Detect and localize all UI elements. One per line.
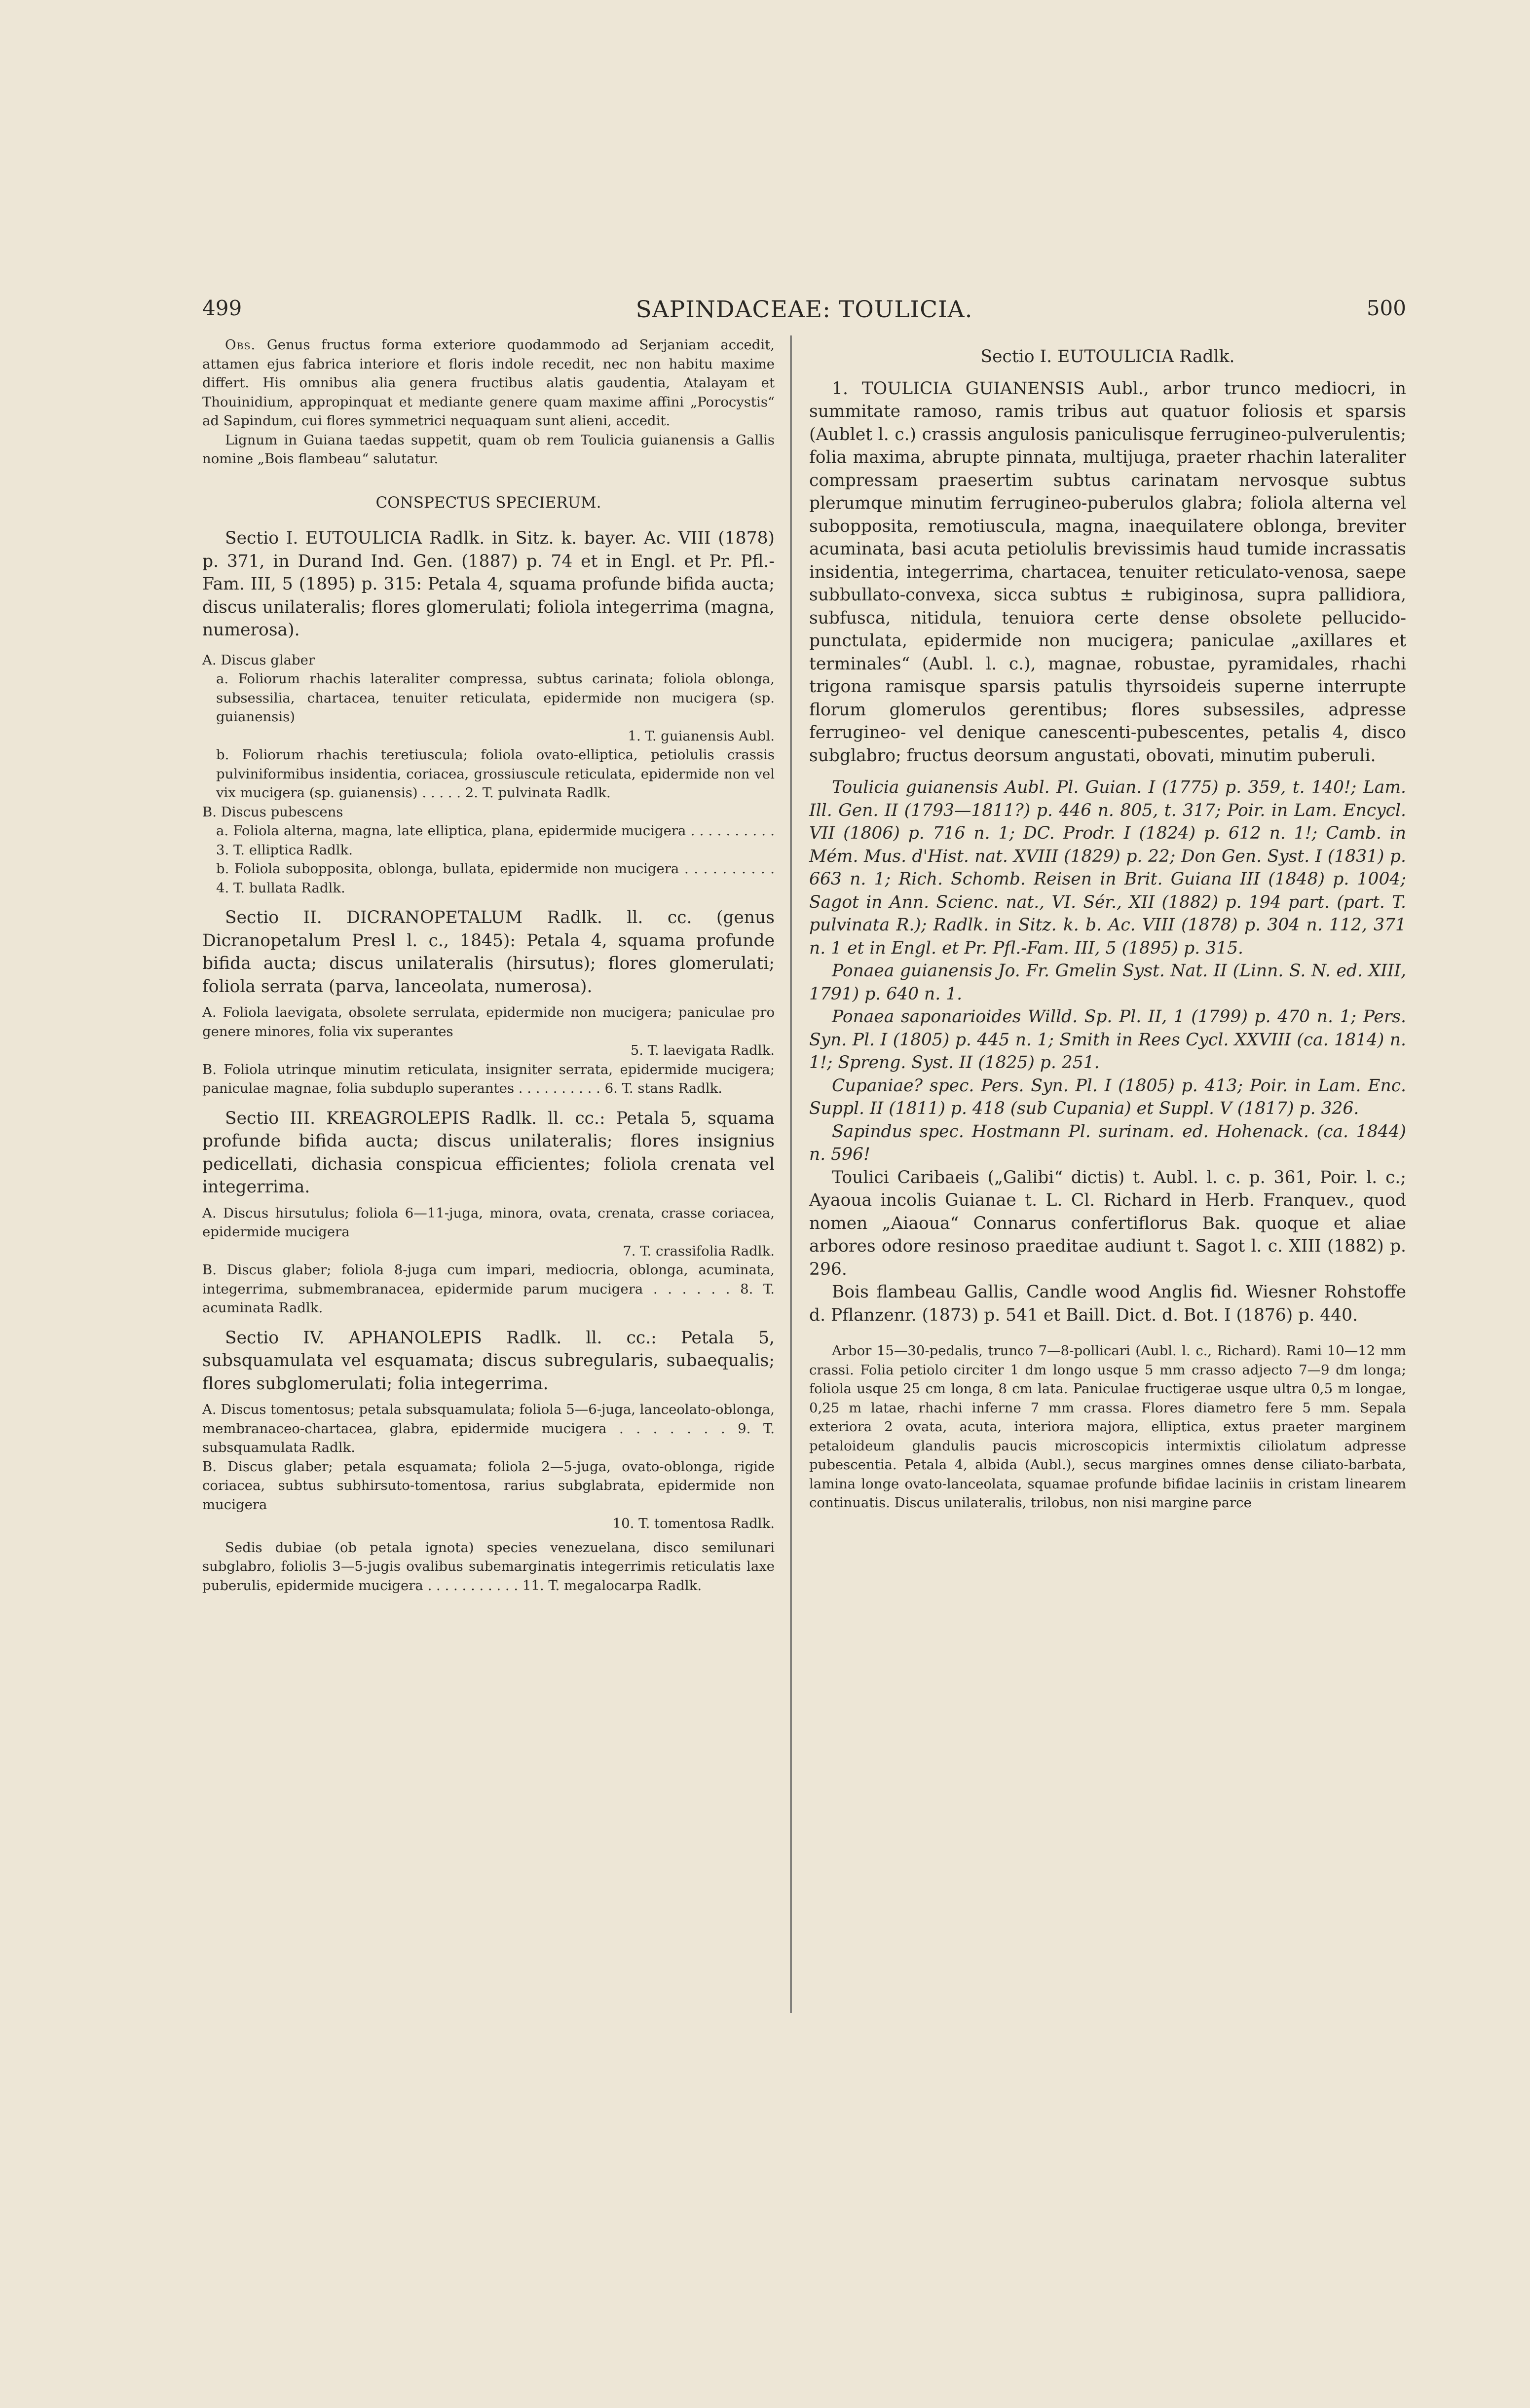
vernacular-names: Toulici Caribaeis („Galibi“ dictis) t. Aubl. l. c. p. 361, Poir. l. c.; Ayaoua incolis Guianae t. L. Cl. Richard in Herb. Franquev., quod nomen „Aiaoua“ Connarus confertiflorus Bak. quoque et aliae arbores odore resinoso praeditae audiunt t. Sagot l. c. XIII (1882) p. 296.	[809, 1167, 1406, 1279]
conspectus-heading: CONSPECTUS SPECIERUM.	[375, 493, 601, 512]
right-column	[809, 335, 1406, 1513]
left-column	[202, 335, 775, 1595]
key-line: b. Foliorum rhachis teretiuscula; foliola ovato-elliptica, petiolulis crassis pulviniformibus insidentia, coriacea, grossiuscule reticulata, epidermide non vel vix mucigera (sp. guianensis) . . . . . 2. T. pulvinata Radlk.	[216, 747, 775, 801]
key-line: B. Foliola utrinque minutim reticulata, insigniter serrata, epidermide mucigera; paniculae magnae, folia subduplo superantes . . . . . . . . . . 6. T. stans Radlk.	[202, 1061, 775, 1096]
lignum-paragraph: Lignum in Guiana taedas suppetit, quam ob rem Toulicia guianensis a Gallis nomine „Bois flambeau“ salutatur.	[202, 432, 775, 467]
obs-text: Genus fructus forma exteriore quodammodo ad Serjaniam accedit, attamen ejus fabrica interiore et floris indole recedit, nec non habitu maxime differt. His omnibus alia genera fructibus alatis gaudentia, Atalayam et Thouinidium, appropinquat et mediante genere quam maxime affini „Porocystis“ ad Sapindum, cui flores symmetrici nequaquam sunt alieni, accedit.	[202, 337, 775, 429]
running-title: SAPINDACEAE: TOULICIA.	[635, 296, 973, 323]
sectio-1-key: Sectio I. EUTOULICIA Radlk. in Sitz. k. bayer. Ac. VIII (1878) p. 371, in Durand Ind. Gen. (1887) p. 74 et in Engl. et Pr. Pfl.-Fam. III, 5 (1895) p. 315: Petala 4, squama profunde bifida aucta; discus unilateralis; flores glomerulati; foliola integerrima (magna, numerosa).	[202, 528, 775, 640]
key-species: 1. T. guianensis Aubl.	[628, 728, 775, 744]
sectio-2-key: Sectio II. DICRANOPETALUM Radlk. ll. cc. (genus Dicranopetalum Presl l. c., 1845): Petala 4, squama profunde bifida aucta; discus unilateralis (hirsutus); flores glomerulati; foliola serrata (parva, lanceolata, numerosa).	[202, 908, 775, 997]
synonymy-ref: Cupaniae? spec. Pers. Syn. Pl. I (1805) p. 413; Poir. in Lam. Enc. Suppl. II (1811) p. 418 (sub Cupania) et Suppl. V (1817) p. 326.	[809, 1075, 1406, 1118]
column-divider	[790, 335, 792, 2013]
page-number-left: 499	[202, 296, 242, 320]
key-line: A. Foliola laevigata, obsolete serrulata, epidermide non mucigera; paniculae pro genere minores, folia vix superantes	[202, 1004, 775, 1039]
key-line: B. Discus glaber; foliola 8-juga cum impari, mediocria, oblonga, acuminata, integerrima, submembranacea, epidermide parum mucigera . . . . . . 8. T. acuminata Radlk.	[202, 1262, 775, 1316]
key-sectio-4	[202, 1400, 775, 1533]
key-line: a. Foliorum rhachis lateraliter compressa, subtus carinata; foliola oblonga, subsessilia, chartacea, tenuiter reticulata, epidermide non mucigera (sp. guianensis)	[216, 671, 775, 725]
key-species: 7. T. crassifolia Radlk.	[623, 1243, 775, 1259]
key-sectio-3	[202, 1204, 775, 1318]
synonymy-ref: Sapindus spec. Hostmann Pl. surinam. ed. Hohenack. (ca. 1844) n. 596!	[809, 1121, 1406, 1164]
key-species: 5. T. laevigata Radlk.	[630, 1042, 775, 1058]
key-line: B. Discus glaber; petala esquamata; foliola 2—5-juga, ovato-oblonga, rigide coriacea, subtus subhirsuto-tomentosa, rarius subglabrata, epidermide non mucigera	[202, 1458, 775, 1513]
description-paragraph: Arbor 15—30-pedalis, trunco 7—8-pollicari (Aubl. l. c., Richard). Rami 10—12 mm crassi. Folia petiolo circiter 1 dm longo usque 5 mm crasso adjecto 7—9 dm longa; foliola usque 25 cm longa, 8 cm lata. Paniculae fructigerae usque ultra 0,5 m longae, 0,25 m latae, rhachi inferne 7 mm crassa. Flores diametro fere 5 mm. Sepala exteriora 2 ovata, acuta, interiora majora, elliptica, extus praeter marginem petaloideum glandulis paucis microscopicis intermixtis ciliolatum adpresse pubescentia. Petala 4, albida (Aubl.), secus margines omnes dense ciliato-barbata, lamina longe ovato-lanceolata, squamae profunde bifidae laciniis in cristam linearem continuatis. Discus unilateralis, trilobus, non nisi margine parce	[809, 1343, 1406, 1511]
vernacular-names: Bois flambeau Gallis, Candle wood Anglis fid. Wiesner Rohstoffe d. Pflanzenr. (1873) p. 541 et Baill. Dict. d. Bot. I (1876) p. 440.	[809, 1282, 1406, 1325]
key-line: A. Discus tomentosus; petala subsquamulata; foliola 5—6-juga, lanceolato-oblonga, membranaceo-chartacea, glabra, epidermide mucigera . . . . . . . 9. T. subsquamulata Radlk.	[202, 1402, 775, 1455]
key-sectio-1	[202, 651, 775, 898]
sectio-1-heading: Sectio I. EUTOULICIA Radlk.	[980, 347, 1235, 367]
page-number-right: 500	[1366, 296, 1406, 320]
key-line: A. Discus hirsutulus; foliola 6—11-juga, minora, ovata, crenata, crasse coriacea, epidermide mucigera	[202, 1205, 775, 1240]
synonymy-ref: Toulicia guianensis Aubl. Pl. Guian. I (1775) p. 359, t. 140!; Lam. Ill. Gen. II (1793—1811?) p. 446 n. 805, t. 317; Poir. in Lam. Encycl. VII (1806) p. 716 n. 1; DC. Prodr. I (1824) p. 612 n. 1!; Camb. in Mém. Mus. d'Hist. nat. XVIII (1829) p. 22; Don Gen. Syst. I (1831) p. 663 n. 1; Rich. Schomb. Reisen in Brit. Guiana III (1848) p. 1004; Sagot in Ann. Scienc. nat., VI. Sér., XII (1882) p. 194 part. (part. T. pulvinata R.); Radlk. in Sitz. k. b. Ac. VIII (1878) p. 304 n. 112, 371 n. 1 et in Engl. et Pr. Pfl.-Fam. III, 5 (1895) p. 315.	[809, 778, 1406, 958]
obs-paragraph	[202, 335, 775, 431]
key-line: a. Foliola alterna, magna, late elliptica, plana, epidermide mucigera . . . . . . . . . . 3. T. elliptica Radlk.	[216, 823, 775, 858]
sectio-4-key: Sectio IV. APHANOLEPIS Radlk. ll. cc.: Petala 5, subsquamulata vel esquamata; discus subregularis, subaequalis; flores subglomerulati; folia integerrima.	[202, 1328, 775, 1394]
sedis-dubiae-paragraph: Sedis dubiae (ob petala ignota) species venezuelana, disco semilunari subglabro, foliolis 3—5-jugis ovalibus subemarginatis integerrimis reticulatis laxe puberulis, epidermide mucigera . . . . . . . . . . . 11. T. megalocarpa Radlk.	[202, 1539, 775, 1593]
key-line: A. Discus glaber	[202, 652, 315, 668]
key-sectio-2	[202, 1003, 775, 1098]
obs-label: Obs.	[225, 337, 256, 353]
sectio-3-key: Sectio III. KREAGROLEPIS Radlk. ll. cc.: Petala 5, squama profunde bifida aucta; discus unilateralis; flores insignius pedicellati, dichasia conspicua efficientes; foliola crenata vel integerrima.	[202, 1108, 775, 1197]
key-line: B. Discus pubescens	[202, 804, 343, 820]
synonymy-ref: Ponaea guianensis Jo. Fr. Gmelin Syst. Nat. II (Linn. S. N. ed. XIII, 1791) p. 640 n. 1.	[809, 961, 1406, 1004]
species-diagnosis: 1. TOULICIA GUIANENSIS Aubl., arbor trunco mediocri, in summitate ramoso, ramis tribus aut quatuor foliosis et sparsis (Aublet l. c.) crassis angulosis paniculisque ferrugineo-pulverulentis; folia maxima, abrupte pinnata, multijuga, praeter rhachin lateraliter compressam praesertim subtus carinatam nervosque subtus plerumque minutim ferrugineo-puberulos glabra; foliola alterna vel subopposita, remotiuscula, magna, inaequilatere oblonga, breviter acuminata, basi acuta petiolulis brevissimis haud tumide incrassatis insidentia, integerrima, chartacea, tenuiter reticulato-venosa, saepe subbullato-convexa, sicca subtus ± rubiginosa, supra pallidiora, subfusca, nitidula, tenuiora certe dense obsolete pellucido-punctulata, epidermide non mucigera; paniculae „axillares et terminales“ (Aubl. l. c.), magnae, robustae, pyramidales, rhachi trigona ramisque sparsis patulis thyrsoideis superne interrupte florum glomerulos gerentibus; flores subsessiles, adpresse ferrugineo- vel denique canescenti-pubescentes, petalis 4, disco subglabro; fructus deorsum angustati, obovati, minutim puberuli.	[809, 378, 1406, 766]
page-header	[202, 296, 1406, 331]
key-species: 10. T. tomentosa Radlk.	[612, 1516, 775, 1531]
key-line: b. Foliola subopposita, oblonga, bullata, epidermide non mucigera . . . . . . . . . . 4. T. bullata Radlk.	[216, 861, 775, 896]
synonymy-ref: Ponaea saponarioides Willd. Sp. Pl. II, 1 (1799) p. 470 n. 1; Pers. Syn. Pl. I (1805) p. 445 n. 1; Smith in Rees Cycl. XXVIII (ca. 1814) n. 1!; Spreng. Syst. II (1825) p. 251.	[809, 1007, 1406, 1073]
